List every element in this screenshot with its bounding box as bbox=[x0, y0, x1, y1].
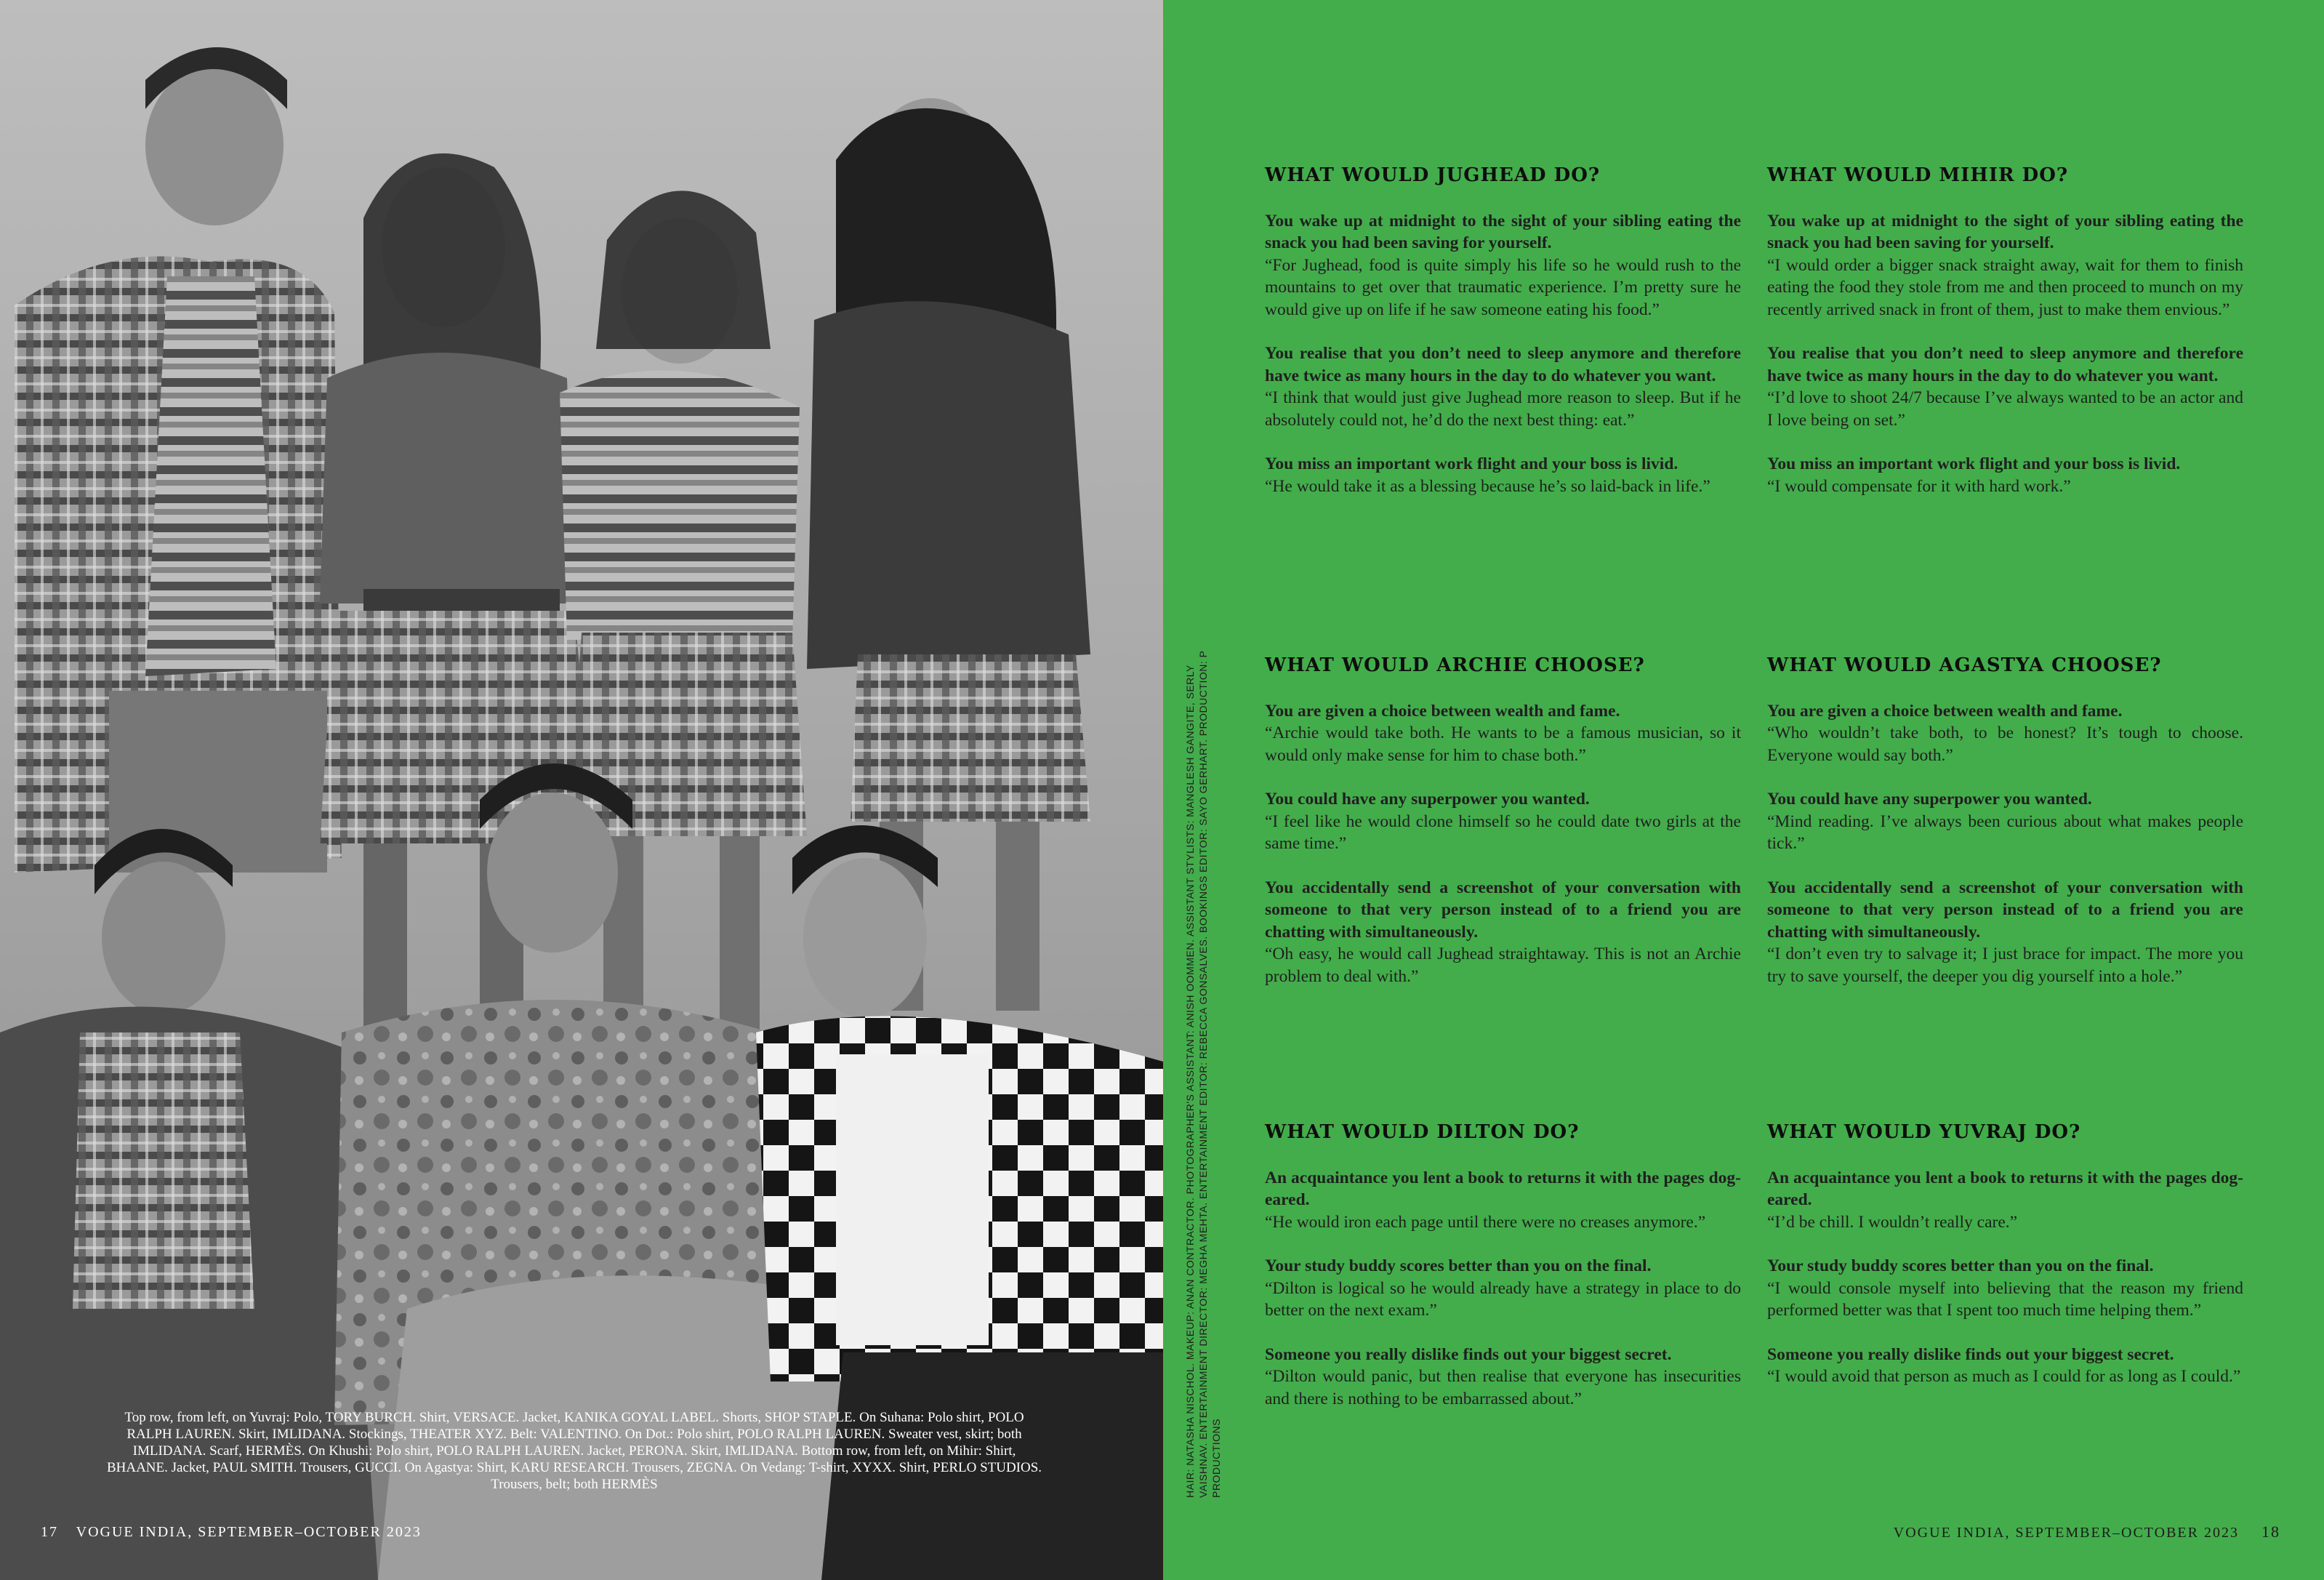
production-credits: HAIR: NATASHA NISCHOL. MAKEUP: ANAN CONTRACTOR. PHOTOGRAPHER'S ASSISTANT: ANISH OOMMEN. ASSISTANT STYLISTS: MANGLESH GANGITE, SERLY VAISHNAV. ENTERTAINMENT DIRECTOR: MEGHA MEHTA. ENTERTAINMENT EDITOR: REBECCA GONSALVES. BOOKINGS EDITOR: SAYO GERHART. PRODUCTION: P PRODUCTIONS bbox=[1184, 650, 1222, 1498]
footer-right-text: VOGUE INDIA, SEPTEMBER–OCTOBER 2023 bbox=[1893, 1525, 2239, 1541]
answer: “Oh easy, he would call Jughead straightaway. This is not an Archie problem to deal with.” bbox=[1265, 945, 1741, 986]
section-title: WHAT WOULD YUVRAJ DO? bbox=[1767, 1121, 2081, 1143]
answer: “I would order a bigger snack straight away, wait for them to finish eating the food they stole from me and then proceed to munch on my recently arrived snack in front of them, just to make them envious.” bbox=[1767, 255, 2243, 319]
section-title: WHAT WOULD MIHIR DO? bbox=[1767, 164, 2069, 186]
qa-item bbox=[1265, 1255, 1741, 1322]
answer: “I don’t even try to salvage it; I just brace for impact. The more you try to save yourself, the deeper you dig yourself into a hole.” bbox=[1767, 945, 2243, 986]
photo-caption: Top row, from left, on Yuvraj: Polo, TORY BURCH. Shirt, VERSACE. Jacket, KANIKA GOYAL LABEL. Shorts, SHOP STAPLE. On Suhana: Polo shirt, POLO RALPH LAUREN. Skirt, IMLIDANA. Stockings, THEATER XYZ. Belt: VALENTINO. On Dot.: Polo shirt, POLO RALPH LAUREN. Sweater vest, skirt; both IMLIDANA. Scarf, HERMÈS. On Khushi: Polo shirt, POLO RALPH LAUREN. Jacket, PERONA. Skirt, IMLIDANA. Bottom row, from left, on Mihir: Shirt, BHAANE. Jacket, PAUL SMITH. Trousers, GUCCI. On Agastya: Shirt, KARU RESEARCH. Trousers, ZEGNA. On Vedang: T-shirt, XYXX. Shirt, PERLO STUDIOS. Trousers, belt; both HERMÈS bbox=[106, 1410, 1042, 1492]
question: You are given a choice between wealth and fame. bbox=[1265, 701, 1620, 721]
answer: “Who wouldn’t take both, to be honest? It’s tough to choose. Everyone would say both.” bbox=[1767, 723, 2243, 765]
answer: “I would console myself into believing that the reason my friend performed better was that I spent too much time helping them.” bbox=[1767, 1278, 2243, 1320]
qa-item bbox=[1767, 877, 2243, 988]
qa-item bbox=[1767, 453, 2243, 497]
qa-item bbox=[1767, 1167, 2243, 1234]
answer: “Archie would take both. He wants to be a famous musician, so it would only make sense for him to chase both.” bbox=[1265, 723, 1741, 765]
answer: “I would avoid that person as much as I could for as long as I could.” bbox=[1767, 1367, 2241, 1386]
answer: “He would take it as a blessing because he’s so laid-back in life.” bbox=[1265, 476, 1710, 496]
qa-item bbox=[1265, 1167, 1741, 1234]
qa-item bbox=[1767, 1344, 2243, 1388]
question: An acquaintance you lent a book to returns it with the pages dog-eared. bbox=[1767, 1168, 2243, 1209]
footer-right bbox=[1894, 1523, 2280, 1541]
question: Your study buddy scores better than you on the final. bbox=[1265, 1256, 1652, 1275]
question: You could have any superpower you wanted. bbox=[1265, 790, 1590, 809]
question: You miss an important work flight and your boss is livid. bbox=[1767, 454, 2181, 473]
question: You miss an important work flight and your boss is livid. bbox=[1265, 454, 1678, 473]
qa-item bbox=[1767, 1255, 2243, 1322]
answer: “Dilton is logical so he would already have a strategy in place to do better on the next exam.” bbox=[1265, 1278, 1741, 1320]
qa-item bbox=[1767, 700, 2243, 767]
section-title: WHAT WOULD AGASTYA CHOOSE? bbox=[1767, 654, 2162, 676]
section-archie bbox=[1265, 654, 1741, 1009]
question: You wake up at midnight to the sight of your sibling eating the snack you had been saving for yourself. bbox=[1265, 211, 1741, 252]
section-title: WHAT WOULD ARCHIE CHOOSE? bbox=[1265, 654, 1645, 676]
question: Your study buddy scores better than you on the final. bbox=[1767, 1256, 2154, 1275]
section-mihir bbox=[1767, 164, 2243, 519]
answer: “I feel like he would clone himself so he could date two girls at the same time.” bbox=[1265, 811, 1741, 853]
qa-item bbox=[1265, 210, 1741, 321]
page-number-right: 18 bbox=[2261, 1523, 2280, 1541]
answer: “Dilton would panic, but then realise that everyone has insecurities and there is nothing to be embarrassed about.” bbox=[1265, 1367, 1741, 1408]
section-jughead bbox=[1265, 164, 1741, 519]
question: You realise that you don’t need to sleep anymore and therefore have twice as many hours in the day to do whatever you want. bbox=[1265, 344, 1741, 385]
question: An acquaintance you lent a book to returns it with the pages dog-eared. bbox=[1265, 1168, 1741, 1209]
qa-item bbox=[1767, 210, 2243, 321]
footer-left-text: VOGUE INDIA, SEPTEMBER–OCTOBER 2023 bbox=[76, 1524, 422, 1540]
section-agastya bbox=[1767, 654, 2243, 1009]
section-title: WHAT WOULD JUGHEAD DO? bbox=[1265, 164, 1601, 186]
question: Someone you really dislike finds out your biggest secret. bbox=[1767, 1344, 2174, 1364]
question: You accidentally send a screenshot of your conversation with someone to that very person instead of to a friend you are chatting with simultaneously. bbox=[1767, 878, 2243, 942]
qa-item bbox=[1767, 342, 2243, 431]
footer-left bbox=[41, 1524, 422, 1541]
answer: “I’d love to shoot 24/7 because I’ve always wanted to be an actor and I love being on set.” bbox=[1767, 388, 2243, 430]
qa-item bbox=[1265, 788, 1741, 855]
section-title: WHAT WOULD DILTON DO? bbox=[1265, 1121, 1580, 1143]
question: You wake up at midnight to the sight of your sibling eating the snack you had been saving for yourself. bbox=[1767, 211, 2243, 252]
question: Someone you really dislike finds out your biggest secret. bbox=[1265, 1344, 1672, 1364]
qa-item bbox=[1767, 788, 2243, 855]
qa-item bbox=[1265, 453, 1741, 497]
answer: “Mind reading. I’ve always been curious about what makes people tick.” bbox=[1767, 811, 2243, 853]
question: You accidentally send a screenshot of your conversation with someone to that very person instead of to a friend you are chatting with simultaneously. bbox=[1265, 878, 1741, 942]
qa-item bbox=[1265, 1344, 1741, 1411]
qa-item bbox=[1265, 877, 1741, 988]
question: You could have any superpower you wanted. bbox=[1767, 790, 2092, 809]
answer: “I’d be chill. I wouldn’t really care.” bbox=[1767, 1212, 2018, 1232]
qa-item bbox=[1265, 342, 1741, 431]
section-yuvraj bbox=[1767, 1121, 2243, 1410]
answer: “I think that would just give Jughead more reason to sleep. But if he absolutely could not, he’d do the next best thing: eat.” bbox=[1265, 388, 1741, 430]
answer: “He would iron each page until there were no creases anymore.” bbox=[1265, 1212, 1706, 1232]
question: You are given a choice between wealth and fame. bbox=[1767, 701, 2123, 721]
section-dilton bbox=[1265, 1121, 1741, 1432]
answer: “For Jughead, food is quite simply his life so he would rush to the mountains to get over that traumatic experience. I’m pretty sure he would give up on life if he saw someone eating his food.” bbox=[1265, 255, 1741, 319]
answer: “I would compensate for it with hard work.” bbox=[1767, 476, 2071, 496]
qa-item bbox=[1265, 700, 1741, 767]
page-number-left: 17 bbox=[41, 1524, 58, 1540]
question: You realise that you don’t need to sleep anymore and therefore have twice as many hours in the day to do whatever you want. bbox=[1767, 344, 2243, 385]
